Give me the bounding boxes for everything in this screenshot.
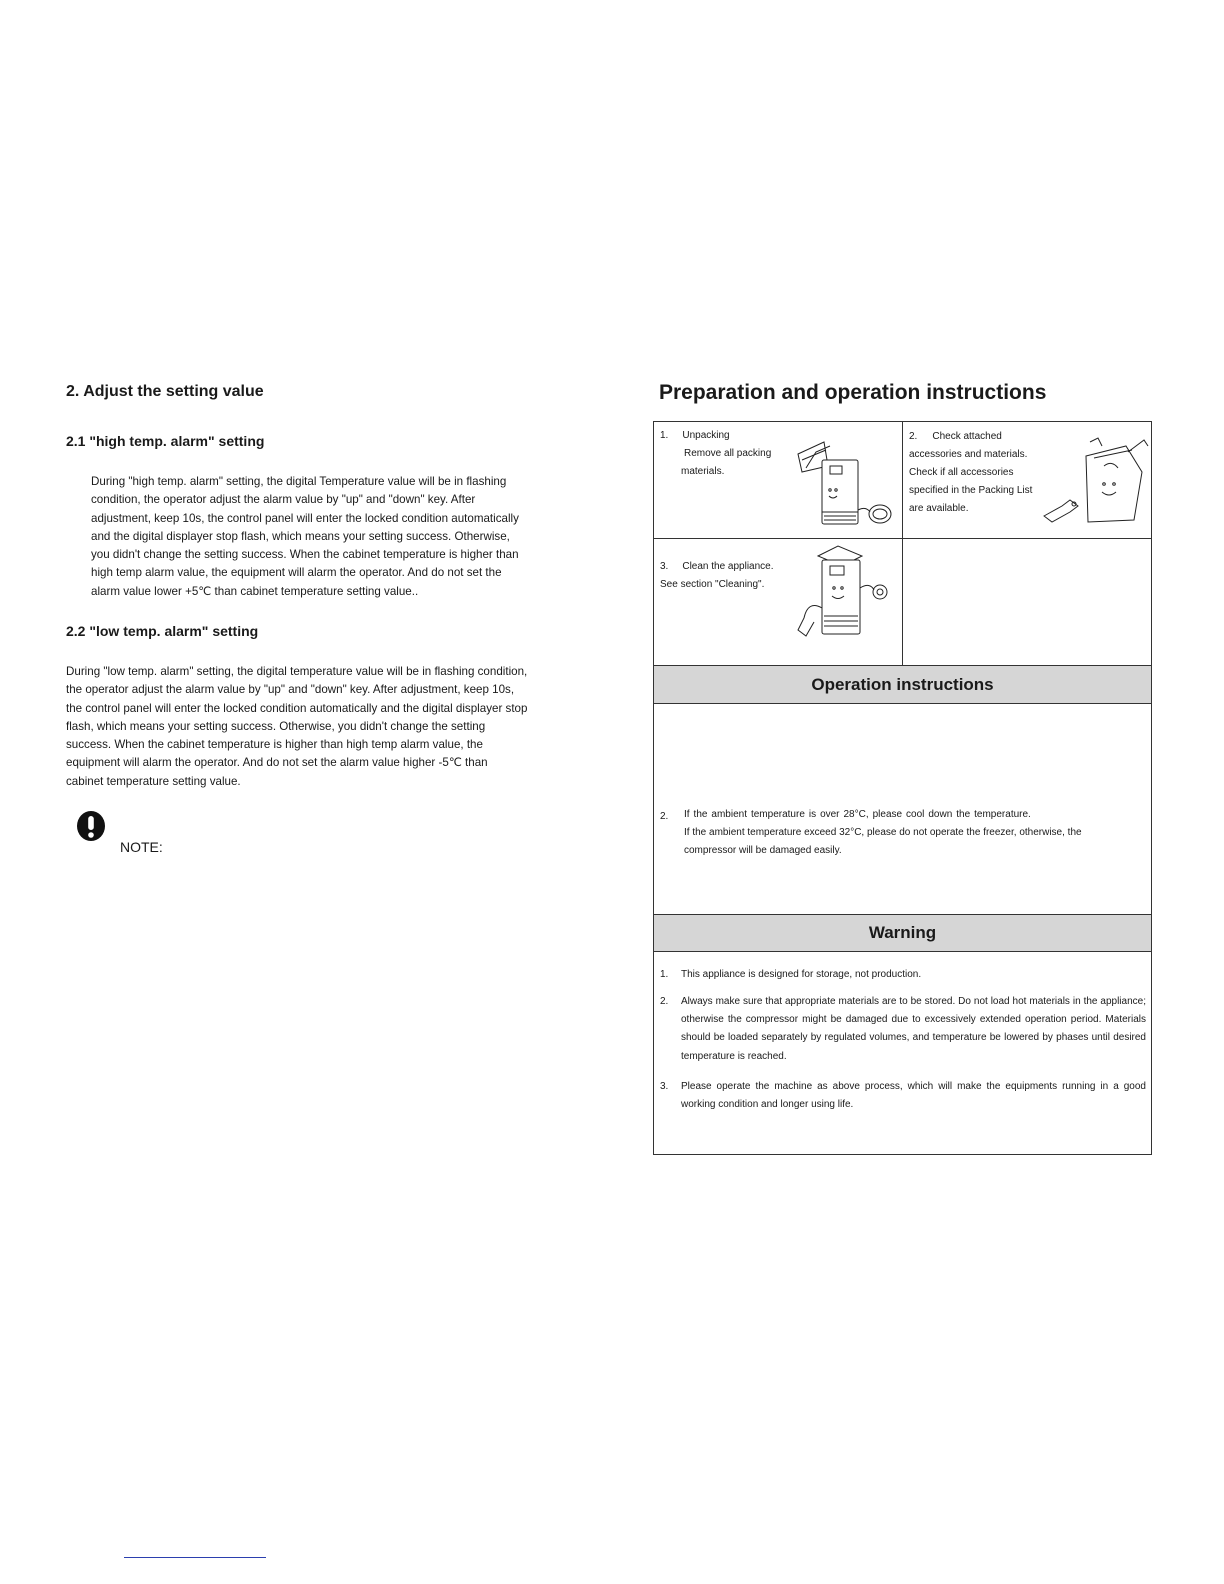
low-line: During "low temp. alarm" setting, the digital temperature value will be in flashing condition,	[66, 665, 528, 678]
high-line: and the digital displayer stop flash, which means your setting success. Otherwise,	[91, 529, 510, 543]
low-line: success. When the cabinet temperature is higher than high temp alarm value, the	[66, 738, 483, 752]
low-alarm-heading: 2.2 "low temp. alarm" setting	[66, 623, 259, 639]
warning-text: Always make sure that appropriate materials are to be stored. Do not load hot materials in the appliance; otherwise the compressor might be damaged due to excessively extended operation period. Materials should be loaded separately by regulated volumes, and temperature be lowered by phases until desired temperature is reached.	[681, 996, 1146, 1062]
step-title: Clean the appliance.	[682, 561, 774, 572]
operation-band: Operation instructions	[654, 665, 1151, 704]
preparation-title: Preparation and operation instructions	[659, 381, 1047, 404]
low-line: the operator adjust the alarm value by "up" and "down" key. After adjustment, keep 10s,	[66, 683, 515, 697]
warning-item	[660, 966, 1146, 984]
item-number: 3.	[660, 1081, 669, 1092]
step-number: 2.	[909, 431, 918, 442]
low-line: flash, which means your setting success. Otherwise, you didn't change the setting	[66, 719, 486, 733]
step-number: 1.	[660, 430, 669, 441]
step-line: Remove all packing	[684, 448, 772, 459]
item-number: 2.	[660, 996, 669, 1007]
operation-item	[660, 806, 1146, 860]
cell-divider	[902, 422, 903, 665]
step-line: materials.	[681, 466, 725, 477]
unpacking-illustration	[794, 432, 899, 532]
low-line: equipment will alarm the operator. And do not set the alarm value higher -5℃ than	[66, 756, 488, 770]
step-title: Unpacking	[682, 430, 730, 441]
warning-band: Warning	[654, 914, 1151, 952]
low-alarm-paragraph	[66, 663, 552, 791]
warning-text: This appliance is designed for storage, not production.	[681, 969, 922, 980]
step-line: Check if all accessories	[909, 467, 1014, 478]
high-line: adjustment, keep 10s, the control panel will enter the locked condition automatically	[91, 511, 519, 525]
row-divider	[654, 538, 1151, 539]
step-check-accessories	[909, 428, 1059, 518]
warning-item	[660, 993, 1146, 1066]
high-line: condition, the operator adjust the alarm value by "up" and "down" key. After	[91, 493, 476, 507]
low-line: cabinet temperature setting value.	[66, 774, 241, 788]
low-line: the control panel will enter the locked condition automatically and the digital displayer stop	[66, 701, 528, 715]
item-number: 1.	[660, 969, 669, 980]
operation-line: If the ambient temperature exceed 32°C, please do not operate the freezer, otherwise, the	[684, 827, 1082, 838]
step-title: Check attached	[932, 431, 1002, 442]
high-alarm-heading: 2.1 "high temp. alarm" setting	[66, 433, 265, 449]
step-unpacking	[660, 427, 800, 481]
accessories-illustration	[1042, 436, 1152, 526]
step-number: 3.	[660, 561, 669, 572]
step-clean	[660, 558, 800, 594]
high-line: During "high temp. alarm" setting, the digital Temperature value will be in flashing	[91, 475, 507, 488]
high-line: high temp alarm value, the equipment will alarm the operator. And do not set the	[91, 566, 502, 580]
exclamation-icon	[75, 810, 107, 842]
section-heading: 2. Adjust the setting value	[66, 383, 264, 400]
high-line: alarm value lower +5℃ than cabinet temperature setting value..	[91, 584, 419, 598]
step-line: specified in the Packing List	[909, 485, 1033, 496]
note-label: NOTE:	[120, 839, 163, 855]
step-line: accessories and materials.	[909, 449, 1028, 460]
step-line: See section "Cleaning".	[660, 579, 765, 590]
step-line: are available.	[909, 503, 969, 514]
instructions-table	[653, 421, 1152, 1155]
operation-line: compressor will be damaged easily.	[684, 845, 842, 856]
footer-link-underline	[124, 1557, 266, 1558]
item-number: 2.	[660, 811, 669, 822]
high-line: you didn't change the setting success. When the cabinet temperature is higher than	[91, 548, 519, 562]
warning-item	[660, 1078, 1146, 1114]
high-alarm-paragraph	[91, 473, 552, 601]
cleaning-illustration	[794, 544, 894, 656]
warning-text: Please operate the machine as above process, which will make the equipments running in a good working condition and longer using life.	[681, 1081, 1146, 1111]
operation-line: If the ambient temperature is over 28°C, please cool down the temperature.	[684, 809, 1031, 820]
